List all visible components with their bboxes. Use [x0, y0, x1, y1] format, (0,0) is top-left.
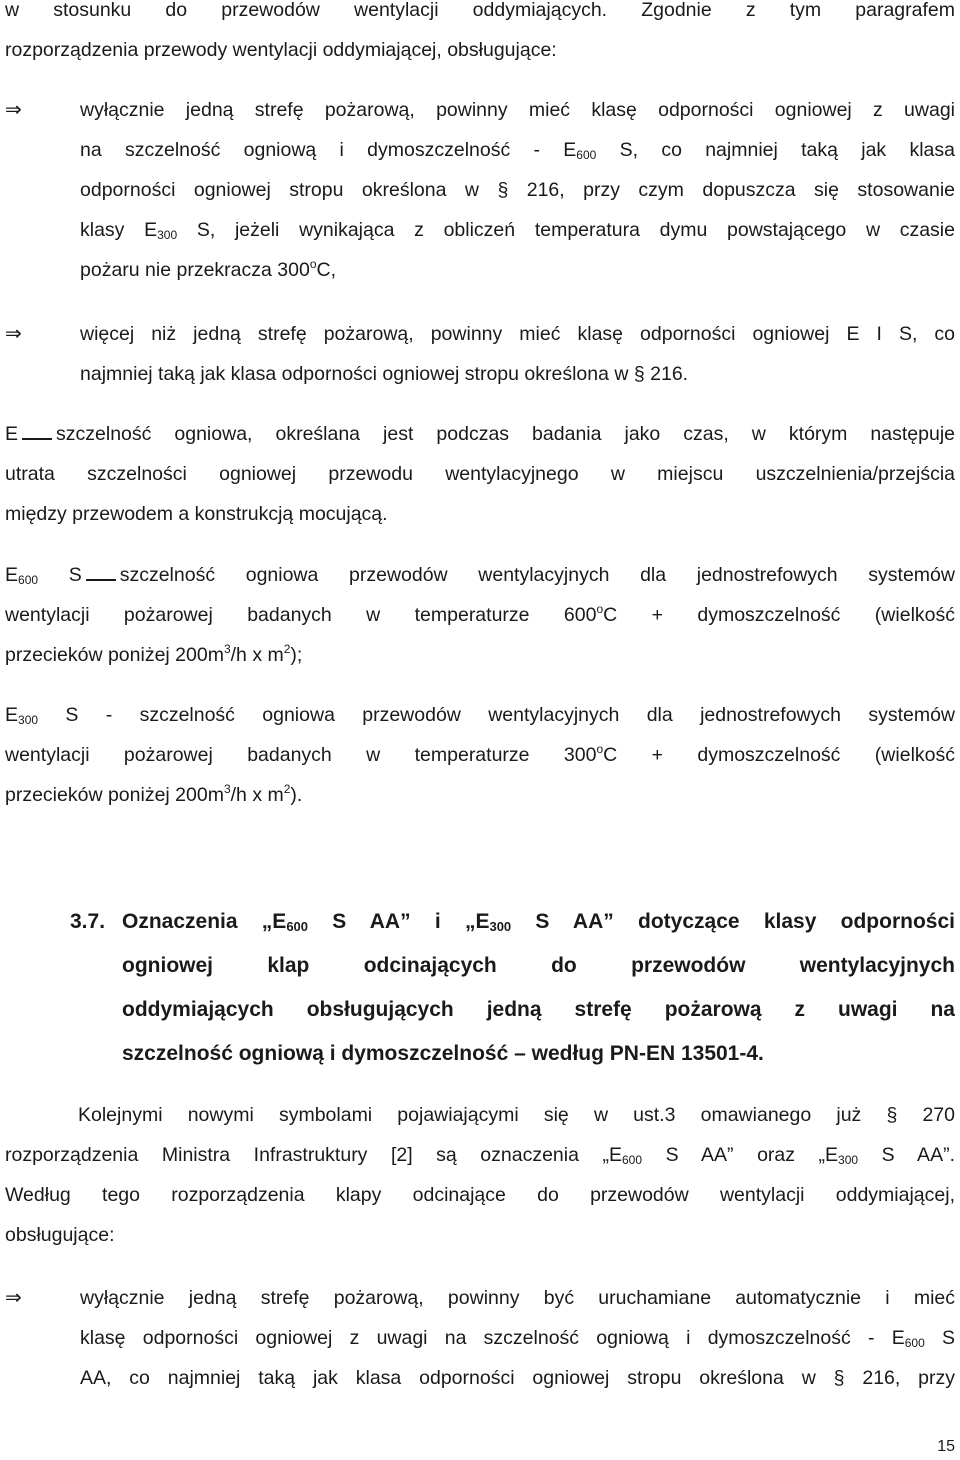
text-line: utrata szczelności ogniowej przewodu wentylacyjnego w miejscu uszczelnienia/przejścia	[5, 463, 955, 485]
text-line: przecieków poniżej $200m^3/h$ x $m^2$);	[5, 642, 303, 666]
text-line: Według tego rozporządzenia klapy odcinające do przewodów wentylacji oddymiającej,	[5, 1184, 955, 1206]
text-line: wentylacji pożarowej badanych w temperaturze $600^oC$ + dymoszczelność (wielkość	[5, 602, 955, 626]
bullet-text	[80, 314, 955, 394]
text-line: najmniej taką jak klasa odporności ogniowej stropu określona w § 216.	[80, 363, 689, 385]
text-line: rozporządzenia przewody wentylacji oddymiającej, obsługujące:	[5, 39, 557, 61]
dash-mark	[86, 567, 116, 581]
text-line: przecieków poniżej $200m^3/h$ x $m^2$).	[5, 782, 303, 806]
text-line: Kolejnymi nowymi symbolami pojawiającymi się w ust.3 omawianego już § 270	[78, 1104, 955, 1126]
text-line: E szczelność ogniowa, określana jest podczas badania jako czas, w którym następuje	[5, 423, 955, 445]
text-line: klasę odporności ogniowej z uwagi na szczelność ogniową i dymoszczelność - $E_{600}$ S	[80, 1327, 955, 1350]
text-line: odporności ogniowej stropu określona w § 216, przy czym dopuszcza się stosowanie	[80, 179, 955, 201]
bullet-text	[80, 90, 955, 290]
bullet-item	[5, 314, 955, 394]
arrow-icon: ⇒	[5, 99, 22, 121]
text-line: więcej niż jedną strefę pożarową, powinny mieć klasę odporności ogniowej E I S, co	[80, 323, 955, 345]
text-line: ogniowej klap odcinających do przewodów wentylacyjnych	[122, 954, 955, 977]
section-heading	[5, 900, 955, 1080]
text-line: wyłącznie jedną strefę pożarową, powinny mieć klasę odporności ogniowej z uwagi	[80, 99, 955, 121]
text-line: szczelność ogniową i dymoszczelność – według PN-EN 13501-4.	[122, 1042, 764, 1065]
intro-paragraph	[5, 0, 955, 70]
section-number: 3.7.	[70, 910, 106, 933]
text-line: na szczelność ogniową i dymoszczelność - $E_{600}$ S, co najmniej taką jak klasa	[80, 139, 955, 162]
text-line: Oznaczenia $„E_{600}$ S AA” i $„E_{300}$ S AA” dotyczące klasy odporności	[122, 910, 955, 934]
text-line: AA, co najmniej taką jak klasa odporności ogniowej stropu określona w § 216, przy	[80, 1367, 955, 1389]
arrow-icon: ⇒	[5, 1287, 22, 1309]
text-line: między przewodem a konstrukcją mocującą.	[5, 503, 388, 525]
text-line: wentylacji pożarowej badanych w temperaturze $300^oC$ + dymoszczelność (wielkość	[5, 742, 955, 766]
dash-mark	[22, 426, 52, 440]
text-line: $E_{600}$ S szczelność ogniowa przewodów wentylacyjnych dla jednostrefowych systemów	[5, 564, 955, 587]
bullet-item	[5, 1278, 955, 1398]
text-line: w stosunku do przewodów wentylacji oddymiających. Zgodnie z tym paragrafem	[5, 0, 955, 21]
text-line: pożaru nie przekracza 300$^o$C,	[80, 257, 336, 281]
text-line: klasy $E_{300}$ S, jeżeli wynikająca z obliczeń temperatura dymu powstającego w czasie	[80, 219, 955, 242]
text-line: rozporządzenia Ministra Infrastruktury [2] są oznaczenia $„E_{600}$ S AA” oraz $„E_{300}$ S AA”.	[5, 1144, 955, 1167]
page-number: 15	[937, 1438, 955, 1455]
text-line: $E_{300}$ S - szczelność ogniowa przewodów wentylacyjnych dla jednostrefowych systemów	[5, 704, 955, 727]
text-line: oddymiających obsługujących jedną strefę pożarową z uwagi na	[122, 998, 955, 1021]
text-line: wyłącznie jedną strefę pożarową, powinny być uruchamiane automatycznie i mieć	[80, 1287, 955, 1309]
paragraph-2	[5, 1095, 955, 1255]
bullet-item	[5, 90, 955, 290]
definition-e	[5, 414, 955, 534]
arrow-icon: ⇒	[5, 323, 22, 345]
definition-e300	[5, 695, 955, 815]
text-line: obsługujące:	[5, 1224, 115, 1246]
definition-e600	[5, 555, 955, 675]
section-title	[122, 900, 955, 1076]
bullet-text	[80, 1278, 955, 1398]
